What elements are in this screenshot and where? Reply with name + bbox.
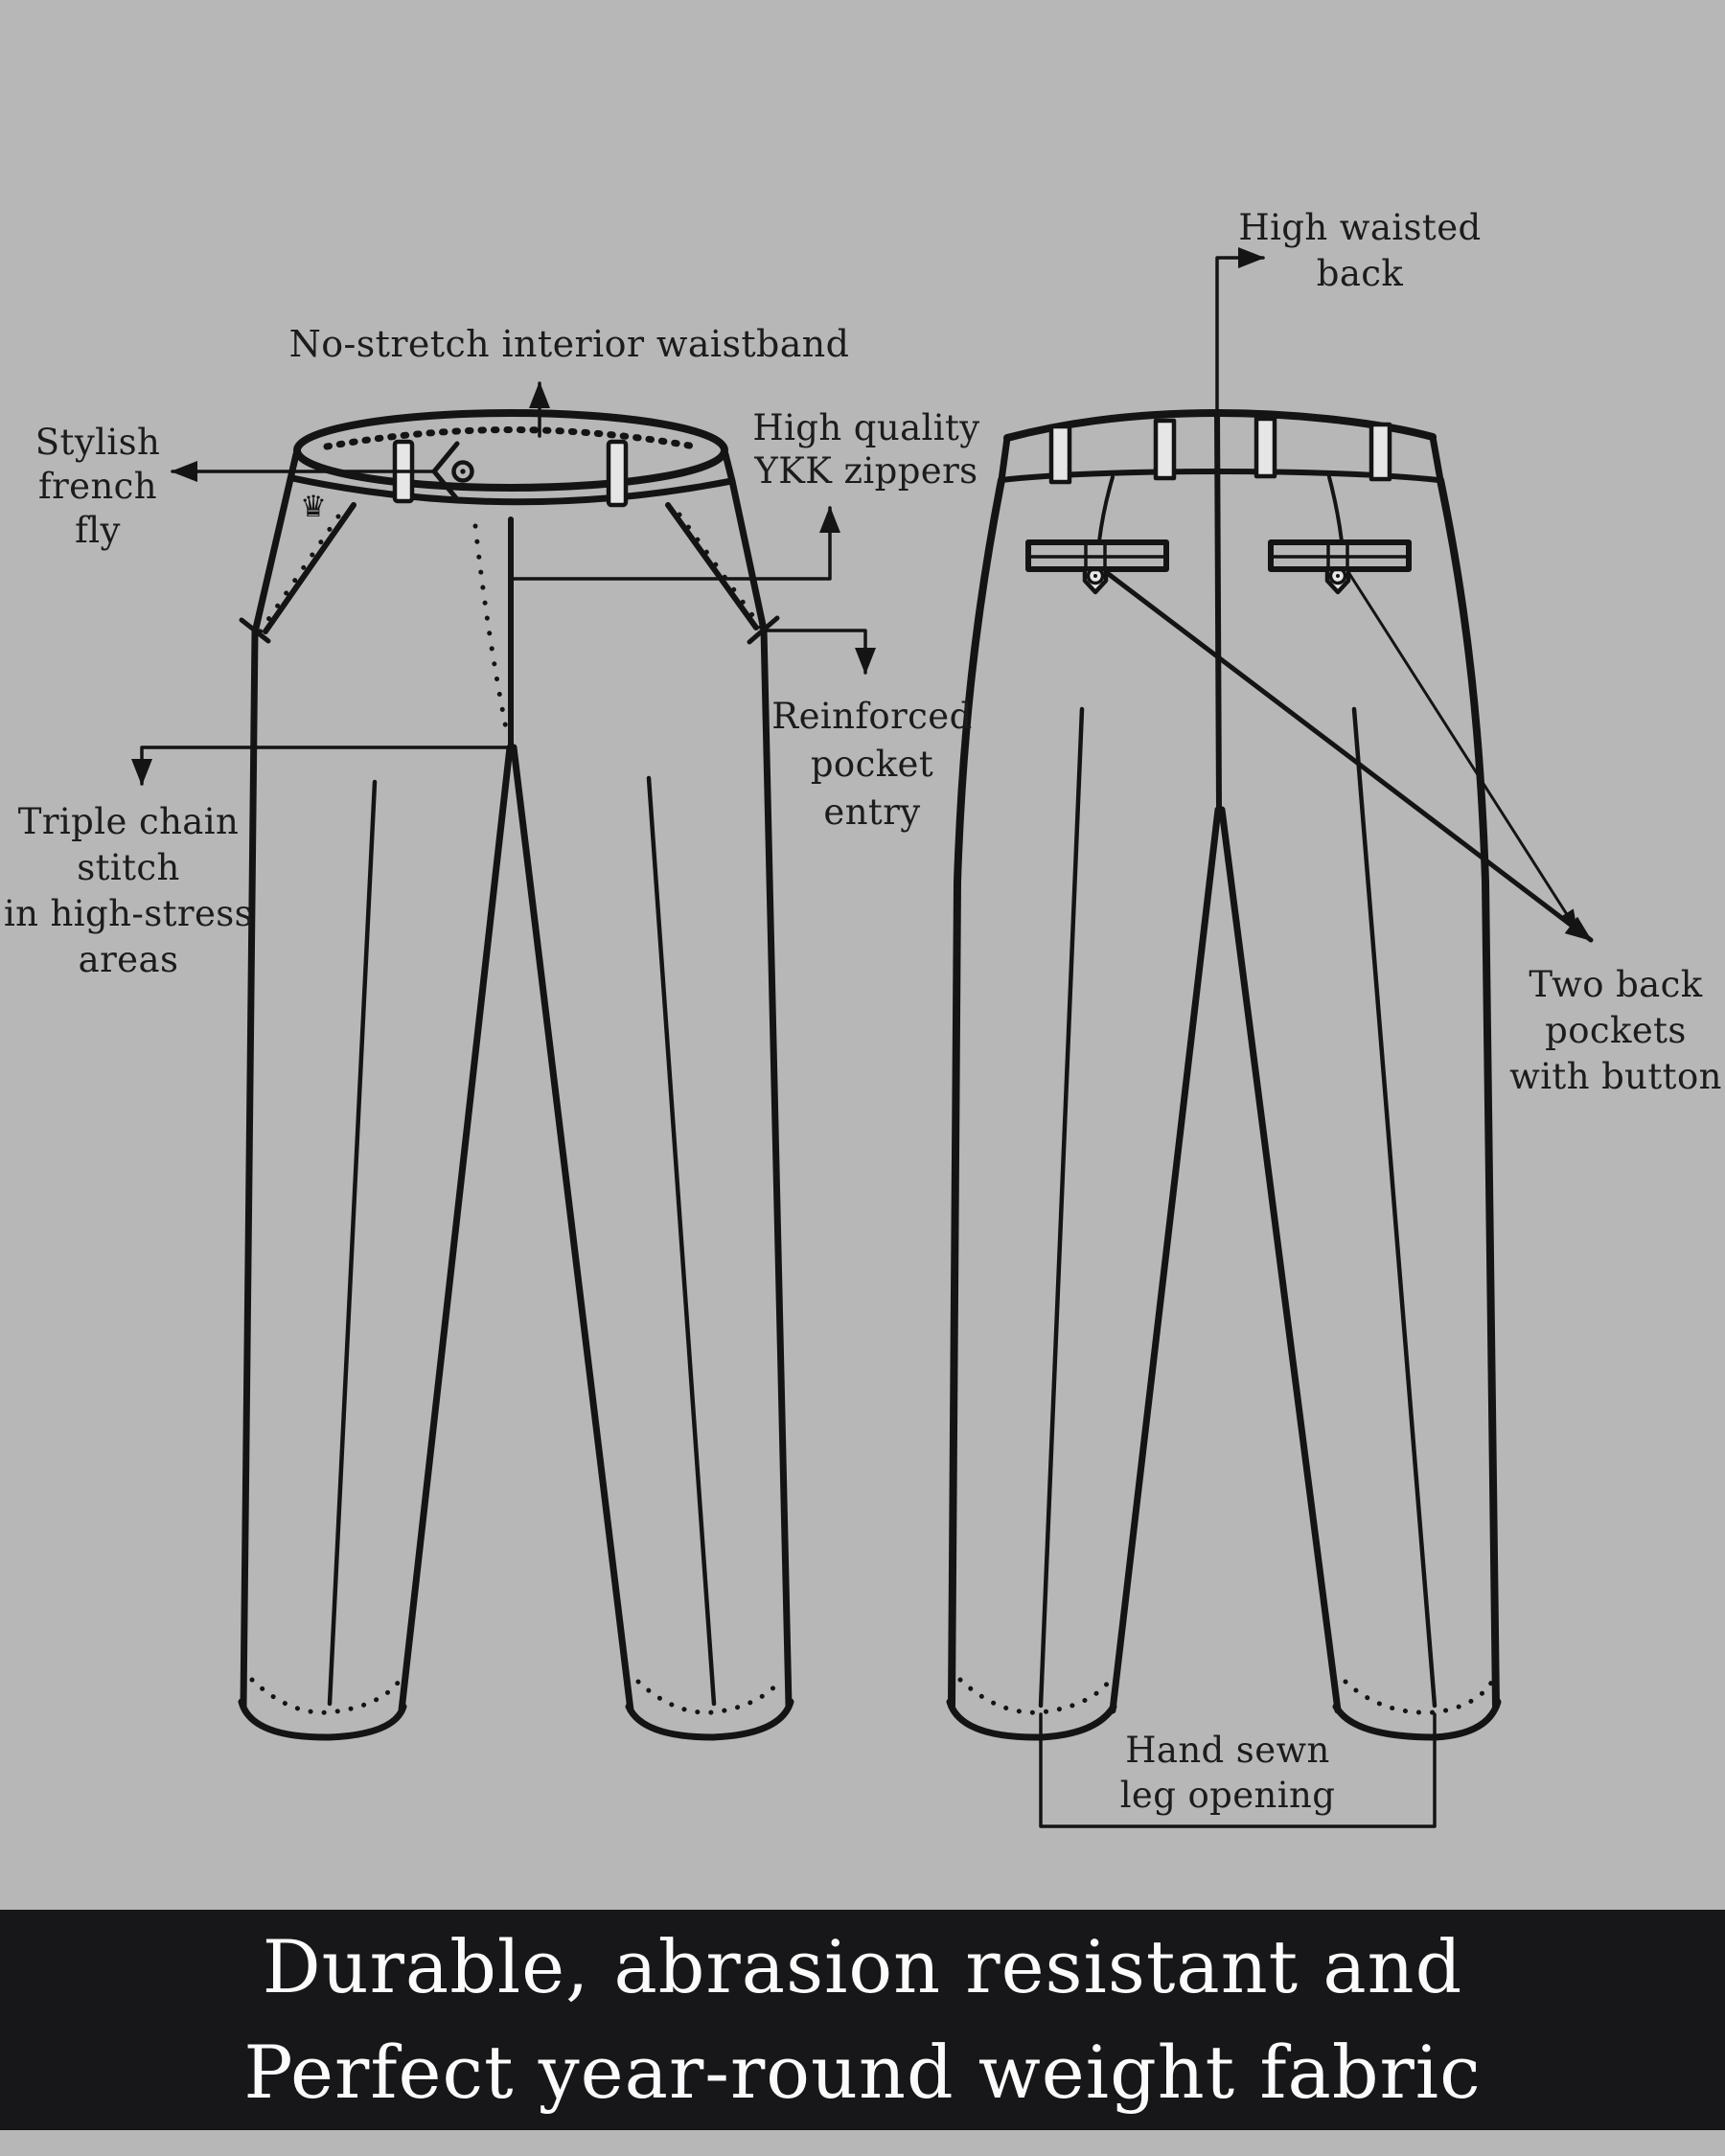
label-line: High quality	[752, 407, 980, 448]
back-right-crease	[1354, 709, 1435, 1706]
back-pocket-right	[1271, 542, 1409, 592]
label-triple-chain-stitch	[4, 799, 253, 983]
label-line: YKK zippers	[754, 450, 978, 492]
front-right-hem-stitch	[638, 1680, 781, 1712]
label-line: with button	[1509, 1056, 1722, 1097]
waistband-interior-stitching	[327, 430, 695, 447]
back-left-crease	[1041, 709, 1082, 1706]
front-right-inseam	[514, 747, 631, 1710]
back-trousers-drawing	[950, 413, 1498, 1737]
label-line: Hand sewn	[1125, 1730, 1330, 1771]
label-line: pockets	[1545, 1010, 1687, 1051]
fly-button-center	[460, 469, 465, 473]
back-right-hem-stitch	[1346, 1680, 1493, 1712]
back-left-dart	[1099, 477, 1113, 541]
back-waistband-right-edge	[1433, 437, 1440, 480]
label-line: Reinforced	[771, 696, 973, 737]
back-waistband-left-edge	[1001, 438, 1007, 480]
arrow-ykk-zippers	[510, 508, 830, 579]
back-right-hem	[1336, 1702, 1498, 1737]
front-right-hem	[629, 1702, 791, 1737]
label-line: french	[37, 466, 158, 507]
fly-stitch-line	[475, 526, 507, 733]
label-line: areas	[78, 939, 179, 980]
label-high-waisted-back	[1238, 205, 1481, 297]
label-french-fly	[35, 421, 160, 553]
front-left-hem-stitch	[252, 1680, 399, 1712]
label-reinforced-pocket-entry	[771, 693, 972, 837]
label-line: back	[1316, 253, 1404, 294]
label-line: Two back	[1529, 964, 1703, 1005]
crown-logo-icon: ♛	[300, 490, 327, 524]
label-line: pocket	[810, 744, 934, 785]
label-line: stitch	[77, 847, 180, 888]
label-line: High waisted	[1238, 207, 1482, 248]
front-waistband-opening	[297, 413, 724, 488]
label-line: Triple chain	[17, 801, 240, 842]
label-line: leg opening	[1119, 1775, 1336, 1816]
back-left-outseam	[952, 480, 1001, 1706]
front-waistband-right-edge	[725, 454, 732, 481]
front-left-outseam	[243, 632, 255, 1706]
back-left-hem	[950, 1702, 1114, 1737]
front-left-hip-seam	[255, 479, 290, 632]
back-belt-loop-1	[1051, 426, 1070, 482]
banner-line-1: Durable, abrasion resistant and	[262, 1924, 1463, 2009]
front-left-crease	[330, 782, 375, 1704]
label-two-back-pockets	[1509, 962, 1722, 1100]
back-left-inseam	[1113, 810, 1218, 1710]
label-line: entry	[823, 791, 921, 833]
front-left-inseam	[402, 747, 510, 1710]
back-belt-loop-2	[1156, 421, 1174, 478]
back-left-hem-stitch	[960, 1680, 1109, 1712]
front-right-hip-seam	[732, 481, 764, 630]
label-line: fly	[75, 510, 121, 551]
label-line: No-stretch interior waistband	[288, 323, 850, 365]
label-line: Stylish	[34, 422, 161, 463]
arrow-triple-chain-stitch	[142, 747, 510, 784]
back-right-outseam	[1440, 480, 1496, 1706]
back-pocket-left	[1028, 542, 1166, 592]
back-belt-loop-3	[1256, 419, 1275, 476]
arrow-back-pocket-left	[1106, 572, 1591, 940]
back-belt-loop-4	[1371, 424, 1390, 479]
front-trousers-drawing	[242, 413, 791, 1737]
info-banner	[0, 1910, 1725, 2130]
front-right-crease	[649, 778, 714, 1704]
label-line: in high-stress	[3, 893, 254, 934]
label-ykk-zippers	[752, 406, 979, 493]
label-hand-sewn-leg-opening	[1120, 1728, 1336, 1818]
front-belt-loop-right	[609, 442, 626, 505]
back-right-inseam	[1222, 810, 1338, 1710]
front-left-hem	[242, 1702, 403, 1737]
label-no-stretch-waistband	[289, 322, 850, 366]
back-right-dart	[1329, 477, 1342, 541]
arrow-reinforced-pocket	[764, 631, 865, 673]
banner-line-2: Perfect year-round weight fabric	[243, 2030, 1482, 2115]
center-back-seam	[1217, 413, 1219, 810]
